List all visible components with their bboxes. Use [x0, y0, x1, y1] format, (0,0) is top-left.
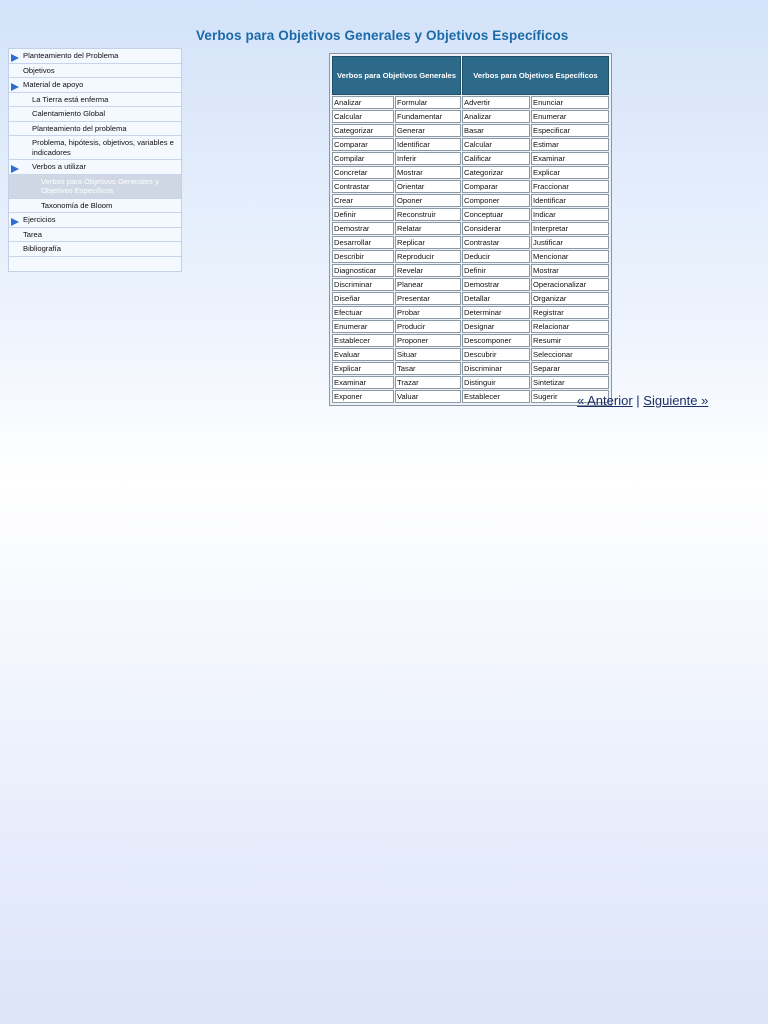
- verb-cell: Discriminar: [332, 278, 394, 291]
- sidebar-item-label: Planteamiento del problema: [32, 123, 127, 133]
- verb-cell: Categorizar: [462, 166, 530, 179]
- verb-cell: Calcular: [332, 110, 394, 123]
- verb-cell: Analizar: [332, 96, 394, 109]
- verb-cell: Establecer: [332, 334, 394, 347]
- table-row: [332, 362, 609, 375]
- verb-cell: Contrastar: [462, 236, 530, 249]
- verb-cell: Discriminar: [462, 362, 530, 375]
- sidebar-item[interactable]: [9, 228, 181, 243]
- verb-cell: Comparar: [462, 180, 530, 193]
- table-row: [332, 194, 609, 207]
- verb-cell: Fraccionar: [531, 180, 609, 193]
- table-row: [332, 138, 609, 151]
- verb-cell: Detallar: [462, 292, 530, 305]
- sidebar-item[interactable]: [9, 107, 181, 122]
- verb-cell: Proponer: [395, 334, 461, 347]
- verb-cell: Determinar: [462, 306, 530, 319]
- sidebar-item[interactable]: [9, 49, 181, 64]
- sidebar-item-label: Ejercicios: [23, 215, 56, 224]
- verb-cell: Categorizar: [332, 124, 394, 137]
- verb-cell: Distinguir: [462, 376, 530, 389]
- sidebar-item[interactable]: [9, 136, 181, 160]
- verb-cell: Demostrar: [332, 222, 394, 235]
- previous-link[interactable]: « Anterior: [577, 393, 633, 408]
- verb-cell: Enumerar: [531, 110, 609, 123]
- verb-cell: Identificar: [531, 194, 609, 207]
- verb-cell: Crear: [332, 194, 394, 207]
- verb-cell: Considerar: [462, 222, 530, 235]
- verb-cell: Explicar: [332, 362, 394, 375]
- verb-cell: Analizar: [462, 110, 530, 123]
- verb-cell: Establecer: [462, 390, 530, 403]
- table-row: [332, 208, 609, 221]
- table-row: [332, 166, 609, 179]
- sidebar-item[interactable]: [9, 64, 181, 79]
- sidebar-item[interactable]: [9, 78, 181, 93]
- sidebar-item-label: Taxonomía de Bloom: [41, 200, 113, 210]
- verb-cell: Compilar: [332, 152, 394, 165]
- verb-cell: Producir: [395, 320, 461, 333]
- verb-cell: Exponer: [332, 390, 394, 403]
- verb-cell: Efectuar: [332, 306, 394, 319]
- verbs-table-container: [329, 53, 612, 406]
- expand-arrow-icon: [11, 54, 19, 62]
- verb-cell: Evaluar: [332, 348, 394, 361]
- sidebar-item-label: Objetivos: [23, 65, 55, 75]
- verb-cell: Reproducir: [395, 250, 461, 263]
- table-row: [332, 376, 609, 389]
- verb-cell: Basar: [462, 124, 530, 137]
- sidebar-nav: [8, 48, 182, 272]
- verb-cell: Conceptuar: [462, 208, 530, 221]
- verb-cell: Describir: [332, 250, 394, 263]
- verb-cell: Registrar: [531, 306, 609, 319]
- sidebar-item-label: Tarea: [23, 229, 42, 239]
- pager-separator: |: [636, 393, 640, 408]
- sidebar-item[interactable]: [9, 122, 181, 137]
- verb-cell: Relacionar: [531, 320, 609, 333]
- pager: [577, 393, 708, 408]
- sidebar-item[interactable]: [9, 199, 181, 214]
- table-row: [332, 152, 609, 165]
- verb-cell: Designar: [462, 320, 530, 333]
- verb-cell: Diagnosticar: [332, 264, 394, 277]
- verb-cell: Diseñar: [332, 292, 394, 305]
- verb-cell: Presentar: [395, 292, 461, 305]
- expand-arrow-icon: [11, 83, 19, 91]
- verb-cell: Trazar: [395, 376, 461, 389]
- verb-cell: Sintetizar: [531, 376, 609, 389]
- verb-cell: Examinar: [332, 376, 394, 389]
- verb-cell: Explicar: [531, 166, 609, 179]
- sidebar-item[interactable]: [9, 93, 181, 108]
- sidebar-item-label: La Tierra está enferma: [32, 94, 109, 104]
- verb-cell: Separar: [531, 362, 609, 375]
- verb-cell: Calcular: [462, 138, 530, 151]
- sidebar-item-label: Calentamiento Global: [32, 109, 106, 118]
- verb-cell: Resumir: [531, 334, 609, 347]
- table-row: [332, 278, 609, 291]
- verb-cell: Replicar: [395, 236, 461, 249]
- expand-arrow-icon: [11, 165, 19, 173]
- verb-cell: Definir: [332, 208, 394, 221]
- verb-cell: Especificar: [531, 124, 609, 137]
- table-row: [332, 348, 609, 361]
- verb-cell: Tasar: [395, 362, 461, 375]
- table-row: [332, 236, 609, 249]
- verb-cell: Estimar: [531, 138, 609, 151]
- verbs-table: [331, 55, 610, 404]
- verb-cell: Formular: [395, 96, 461, 109]
- verb-cell: Desarrollar: [332, 236, 394, 249]
- verb-cell: Probar: [395, 306, 461, 319]
- verb-cell: Enumerar: [332, 320, 394, 333]
- verb-cell: Descomponer: [462, 334, 530, 347]
- verb-cell: Planear: [395, 278, 461, 291]
- sidebar-item-label: Planteamiento del Problema: [23, 51, 119, 60]
- sidebar-spacer: [9, 257, 181, 271]
- sidebar-item-label: Verbos para Objetivos Generales y Objetivos Específicos: [41, 176, 159, 195]
- verb-cell: Orientar: [395, 180, 461, 193]
- verb-cell: Identificar: [395, 138, 461, 151]
- verb-cell: Descubrir: [462, 348, 530, 361]
- verb-cell: Operacionalizar: [531, 278, 609, 291]
- table-row: [332, 96, 609, 109]
- table-row: [332, 250, 609, 263]
- verb-cell: Definir: [462, 264, 530, 277]
- verb-cell: Mencionar: [531, 250, 609, 263]
- verb-cell: Indicar: [531, 208, 609, 221]
- verb-cell: Advertir: [462, 96, 530, 109]
- sidebar-item[interactable]: [9, 175, 181, 199]
- sidebar-item-label: Problema, hipótesis, objetivos, variables e indicadores: [32, 138, 174, 157]
- verb-cell: Comparar: [332, 138, 394, 151]
- table-row: [332, 222, 609, 235]
- sidebar-item[interactable]: [9, 213, 181, 228]
- verb-cell: Contrastar: [332, 180, 394, 193]
- sidebar-item-label: Bibliografía: [23, 244, 61, 253]
- expand-arrow-icon: [11, 218, 19, 226]
- table-row: [332, 306, 609, 319]
- sidebar-item-label: Verbos a utilizar: [32, 162, 87, 171]
- verb-cell: Generar: [395, 124, 461, 137]
- verb-cell: Valuar: [395, 390, 461, 403]
- sidebar-item-label: Material de apoyo: [23, 80, 84, 89]
- verb-cell: Situar: [395, 348, 461, 361]
- verb-cell: Reconstruir: [395, 208, 461, 221]
- verb-cell: Inferir: [395, 152, 461, 165]
- verb-cell: Justificar: [531, 236, 609, 249]
- verb-cell: Organizar: [531, 292, 609, 305]
- verb-cell: Interpretar: [531, 222, 609, 235]
- table-row: [332, 180, 609, 193]
- table-row: [332, 264, 609, 277]
- sidebar-item[interactable]: [9, 242, 181, 257]
- verb-cell: Relatar: [395, 222, 461, 235]
- verb-cell: Mostrar: [531, 264, 609, 277]
- verb-cell: Mostrar: [395, 166, 461, 179]
- verb-cell: Deducir: [462, 250, 530, 263]
- verb-cell: Fundamentar: [395, 110, 461, 123]
- verb-cell: Examinar: [531, 152, 609, 165]
- table-row: [332, 292, 609, 305]
- verb-cell: Sugerir: [531, 390, 609, 403]
- verb-cell: Demostrar: [462, 278, 530, 291]
- page-title: Verbos para Objetivos Generales y Objetivos Específicos: [196, 28, 569, 43]
- table-row: [332, 320, 609, 333]
- sidebar-item[interactable]: [9, 160, 181, 175]
- verb-cell: Seleccionar: [531, 348, 609, 361]
- verb-cell: Concretar: [332, 166, 394, 179]
- next-link[interactable]: Siguiente »: [643, 393, 709, 408]
- verb-cell: Componer: [462, 194, 530, 207]
- verb-cell: Oponer: [395, 194, 461, 207]
- table-row: [332, 390, 609, 403]
- verb-cell: Enunciar: [531, 96, 609, 109]
- table-row: [332, 110, 609, 123]
- table-row: [332, 334, 609, 347]
- header-objetivos-especificos: Verbos para Objetivos Específicos: [462, 56, 609, 95]
- table-row: [332, 124, 609, 137]
- verb-cell: Revelar: [395, 264, 461, 277]
- verb-cell: Calificar: [462, 152, 530, 165]
- header-objetivos-generales: Verbos para Objetivos Generales: [332, 56, 461, 95]
